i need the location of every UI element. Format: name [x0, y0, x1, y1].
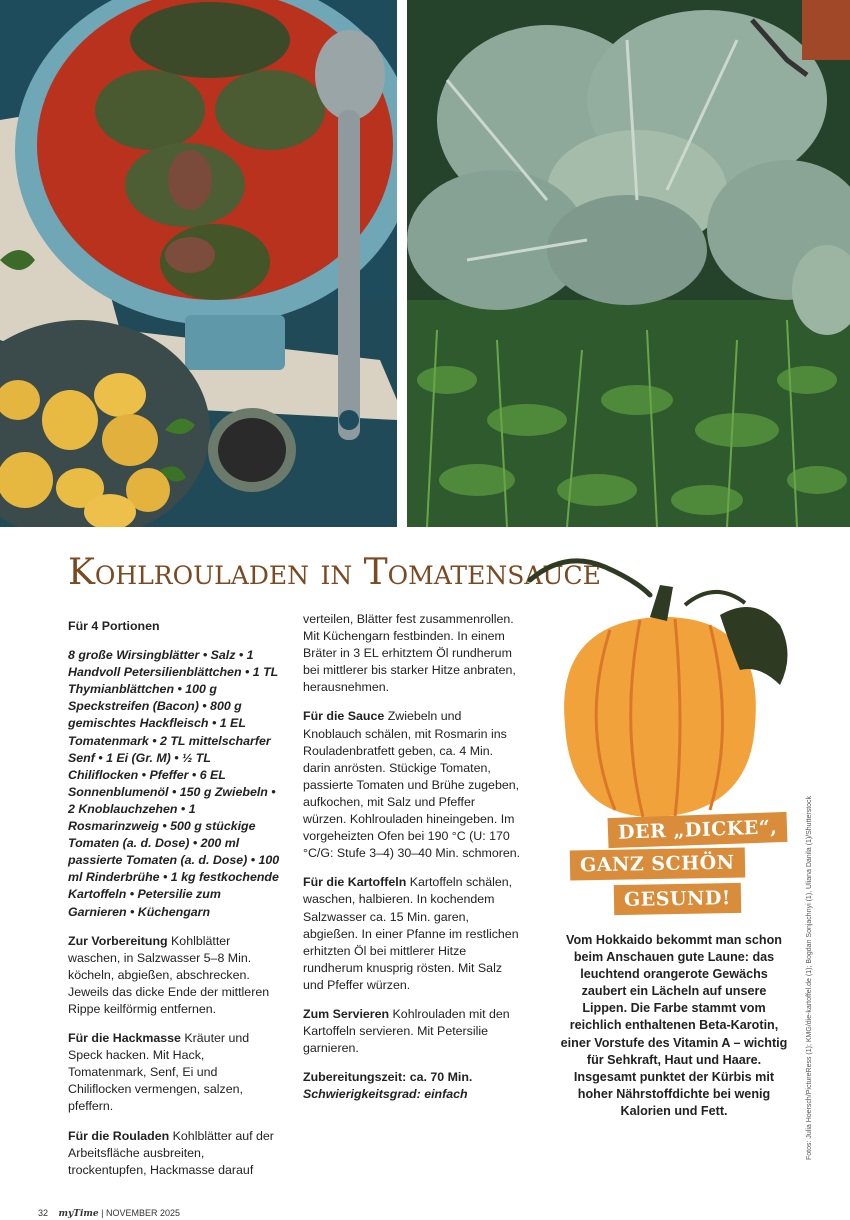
magazine-brand: myTime: [58, 1209, 99, 1219]
step-text: Kohlblätter auf der Arbeitsfläche ausbreiten, trockentupfen, Hackmasse darauf: [68, 1128, 274, 1177]
servings: Für 4 Portionen: [68, 619, 160, 633]
step-text: Zwiebeln und Knoblauch schälen, mit Rosmarin ins Rouladenbratfett geben, ca. 4 Min. darin anrösten. Stückige Tomaten, passierte Tomaten und Brühe zugeben, aufkochen, mit Salz und Pfeffer würzen. Kohlrouladen hineingeben. Im vorgeheizten Ofen bei 190 °C (U: 170 °C/G: Stufe 3–4) 30–40 Min. schmoren.: [303, 709, 521, 861]
ingredient-list: 8 große Wirsingblätter • Salz • 1 Handvoll Petersilienblättchen • 1 TL Thymianblättchen • 100 g Speckstreifen (Bacon) • 800 g gemischtes Hackfleisch • 1 EL Tomatenmark • 2 TL mittelscharfer Senf • 1 Ei (Gr. M) • ½ TL Chiliflocken • Pfeffer • 6 EL Sonnenblumenöl • 150 g Zwiebeln • 2 Knoblauchzehen • 1 Rosmarinzweig • 500 g stückige Tomaten (a. d. Dose) • 200 ml passierte Tomaten (a. d. Dose) • 100 ml Rinderbrühe • 1 kg festkochende Kartoffeln • Petersilie zum Garnieren • Küchengarn: [68, 648, 280, 919]
step-sauce: [303, 708, 521, 862]
page-footer: [38, 1208, 180, 1219]
step-serving: [303, 1006, 521, 1057]
recipe-title: Kohlrouladen in Tomatensauce: [68, 552, 601, 593]
step-heading: Für die Hackmasse: [68, 1031, 181, 1046]
pumpkin-info-text: Vom Hokkaido bekommt man schon beim Anschauen gute Laune: das leuchtend orangerote Gewächs zaubert ein Lächeln auf unsere Lippen. Die Farbe stammt vom reichlich enthaltenen Beta-Karotin, einer Vorstufe des Vitamin A – wichtig für Sehkraft, Haut und Haare. Insgesamt punktet der Kürbis mit hoher Nährstoffdichte bei wenig Kalorien und Fett.: [560, 933, 788, 1118]
page-number: 32: [38, 1208, 49, 1218]
pumpkin-banner-line-3: GESUND!: [614, 883, 741, 915]
step-text: Kartoffeln schälen, waschen, halbieren. In kochendem Salzwasser ca. 15 Min. garen, abgießen. In einer Pfanne im restlichen erhitzten Öl bei mittlerer Hitze rundherum knusprig rösten. Mit Salz und Pfeffer würzen.: [303, 875, 519, 992]
recipe-column-1: [68, 618, 280, 1191]
pumpkin-illustration: [525, 555, 805, 845]
step-filling: [68, 1030, 280, 1115]
issue-date: | NOVEMBER 2025: [101, 1208, 181, 1218]
step-preparation: [68, 933, 280, 1018]
cabbage-field-photo: [407, 0, 850, 527]
step-text: Kohlblätter waschen, in Salzwasser 5–8 Min. köcheln, abgießen, abschrecken. Jeweils das dicke Ende der mittleren Rippe keilförmig entfernen.: [68, 933, 270, 1016]
step-text: Kräuter und Speck hacken. Mit Hack, Tomatenmark, Senf, Ei und Chiliflocken vermengen, salzen, pfeffern.: [68, 1031, 250, 1114]
recipe-column-2: [303, 611, 521, 1103]
prep-time: Zubereitungszeit: ca. 70 Min.: [303, 1070, 473, 1085]
step-rolls: [68, 1128, 280, 1179]
step-potatoes: [303, 874, 521, 994]
pumpkin-banner-line-1: DER „DICKE“,: [608, 812, 788, 848]
cabbage-rolls-photo: [0, 0, 397, 527]
step-heading: Zur Vorbereitung: [68, 933, 168, 948]
pumpkin-banner-line-2: GANZ SCHÖN: [570, 847, 745, 880]
step-heading: Für die Rouladen: [68, 1128, 170, 1143]
difficulty: Schwierigkeitsgrad: einfach: [303, 1087, 468, 1102]
step-text: Kohlrouladen mit den Kartoffeln servieren. Mit Petersilie garnieren.: [303, 1006, 510, 1056]
step-heading: Für die Kartoffeln: [303, 875, 407, 890]
step-rolls-continued: verteilen, Blätter fest zusammenrollen. Mit Küchengarn festbinden. In einem Bräter in 3 EL erhitztem Öl rundherum bei mittlerer bis starker Hitze anbraten, herausnehmen.: [303, 612, 516, 695]
step-heading: Für die Sauce: [303, 709, 385, 724]
step-heading: Zum Servieren: [303, 1006, 390, 1021]
photo-credits: Fotos: Julia Hoersch/PictureRess (1); KMG/die-kartoffel.de (1); Bogdan Sonjachnyi (1), Uliana Danila (1)/Shutterstock: [806, 795, 813, 1160]
